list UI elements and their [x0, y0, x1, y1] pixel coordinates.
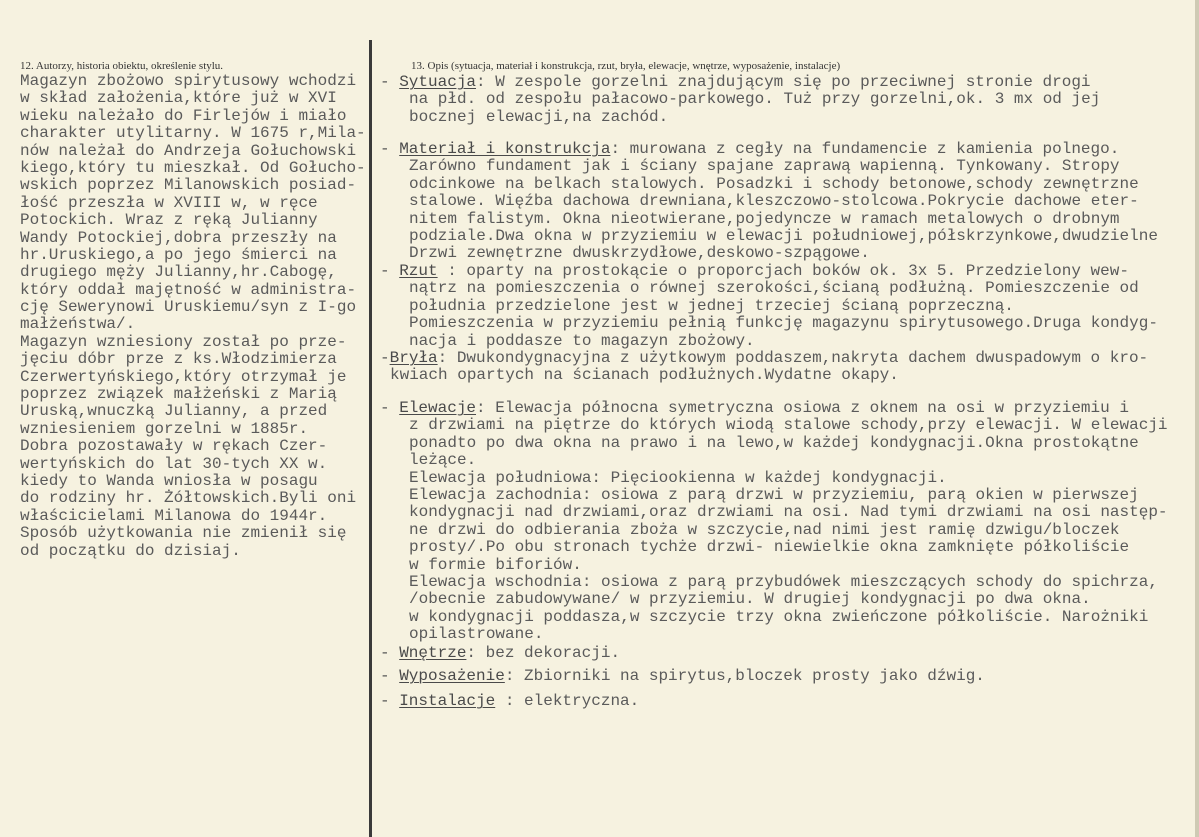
right-heading: 13. Opis (sytuacja, materiał i konstrukcja, rzut, bryła, elewacje, wnętrze, wyposażenie, instalacje): [411, 60, 841, 72]
section-text: na płd. od zespołu pałacowo-parkowego. Tuż przy gorzelni,ok. 3 mx od jej: [409, 90, 1101, 109]
section-sytuacja: [380, 74, 1100, 126]
section-line: [380, 574, 1168, 591]
section-line: [380, 211, 1158, 228]
history-line: właścicielami Milanowa do 1944r.: [20, 506, 328, 525]
section-line: [380, 367, 1148, 384]
section-line: [380, 693, 639, 710]
section-text: Drzwi zewnętrzne dwuskrzydłowe,deskowo-szpągowe.: [409, 244, 870, 263]
section-line: [380, 557, 1168, 574]
page-edge: [1195, 0, 1199, 837]
section-text: Elewacja południowa: Pięciookienna w każdej kondygnacji.: [409, 468, 947, 487]
section-bryla: [380, 350, 1148, 385]
history-line: w skład założenia,które już w XVI: [20, 89, 337, 108]
section-line: [380, 350, 1148, 367]
section-text: ponadto po dwa okna na prawo i na lewo,w każdej kondygnacji.Okna prostokątne: [409, 433, 1139, 452]
section-line: [380, 609, 1168, 626]
section-text: południa przedzielone jest w jednej trzeciej ścianą poprzeczną.: [409, 296, 1014, 315]
section-text: : oparty na prostokącie o proporcjach boków ok. 3x 5. Przedzielony wew-: [437, 262, 1129, 280]
history-line: poprzez związek małżeński z Marią: [20, 385, 337, 404]
history-line: jęciu dóbr prze z ks.Włodzimierza: [20, 350, 337, 369]
section-wnetrze: [380, 645, 620, 662]
section-line: [380, 193, 1158, 210]
section-line: [380, 91, 1100, 108]
section-line: [380, 504, 1168, 521]
section-text: : Zbiorniki na spirytus,bloczek prosty jako dźwig.: [504, 667, 985, 685]
bullet-dash: -: [380, 667, 400, 685]
section-line: [380, 626, 1168, 643]
section-text: odcinkowe na belkach stalowych. Posadzki i schody betonowe,schody zewnętrzne: [409, 174, 1139, 193]
section-label: Materiał i konstrukcja: [399, 140, 611, 158]
section-line: [380, 245, 1158, 262]
history-line: Magazyn zbożowo spirytusowy wchodzi: [20, 72, 357, 90]
section-line: [380, 109, 1100, 126]
section-text: leżące.: [409, 451, 477, 470]
section-line: [380, 158, 1158, 175]
history-line: małżeństwa/.: [20, 315, 136, 334]
bullet-dash: -: [380, 73, 400, 91]
section-line: [380, 263, 1158, 280]
section-label: Rzut: [399, 262, 438, 280]
section-text: Pomieszczenia w przyziemiu pełnią funkcję magazynu spirytusowego.Druga kondyg-: [409, 314, 1158, 333]
section-label: Instalacje: [399, 692, 496, 710]
section-material: [380, 141, 1158, 263]
section-wyposazenie: [380, 668, 985, 685]
section-text: prosty/.Po obu stronach tychże drzwi- niewielkie okna zamknięte półkoliście: [409, 538, 1130, 557]
section-label: Wnętrze: [399, 644, 467, 662]
bullet-dash: -: [380, 349, 390, 367]
section-line: [380, 591, 1168, 608]
section-text: nitem falistym. Okna nieotwierane,pojedyncze w ramach metalowych o drobnym: [409, 209, 1120, 228]
section-text: podziale.Dwa okna w przyziemiu w elewacji południowej,półskrzynkowe,dwudzielne: [409, 226, 1158, 245]
section-text: kondygnacji nad drzwiami,oraz drzwiami na osi. Nad tymi drzwiami na osi następ-: [409, 503, 1168, 522]
history-line: kiedy to Wanda wniosła w posagu: [20, 471, 318, 490]
history-line: cję Sewerynowi Uruskiemu/syn z I-go: [20, 298, 357, 317]
section-text: nacja i poddasze to magazyn zbożowy.: [409, 331, 755, 350]
section-line: [380, 452, 1168, 469]
section-line: [380, 400, 1168, 417]
history-line: charakter utylitarny. W 1675 r,Mila-: [20, 124, 366, 143]
section-line: [380, 487, 1168, 504]
section-line: [380, 645, 620, 662]
section-line: [380, 470, 1168, 487]
section-text: : W zespole gorzelni znajdującym się po przeciwnej stronie drogi: [476, 73, 1091, 91]
section-line: [380, 539, 1168, 556]
history-line: nów należał do Andrzeja Gołuchowski: [20, 141, 357, 160]
section-label: Wyposażenie: [399, 667, 505, 685]
section-text: : elektryczna.: [495, 692, 640, 710]
bullet-dash: -: [380, 262, 400, 280]
history-line: wskich poprzez Milanowskich posiad-: [20, 176, 357, 195]
section-text: opilastrowane.: [409, 625, 544, 644]
history-line: wieku należało do Firlejów i miało: [20, 106, 347, 125]
history-line: do rodziny hr. Żółtowskich.Byli oni: [20, 489, 357, 508]
section-line: [380, 417, 1168, 434]
history-line: od początku do dzisiaj.: [20, 541, 241, 560]
section-line: [380, 298, 1158, 315]
section-text: w kondygnacji poddasza,w szczycie trzy okna zwieńczone półkoliście. Narożniki: [409, 607, 1149, 626]
section-label: Sytuacja: [399, 73, 477, 91]
history-line: Potockich. Wraz z ręką Julianny: [20, 211, 318, 230]
section-line: [380, 74, 1100, 91]
history-line: wzniesieniem gorzelni w 1885r.: [20, 419, 309, 438]
section-text: z drzwiami na piętrze do których wiodą stalowe schody,przy elewacji. W elewacji: [409, 416, 1168, 435]
section-line: [380, 333, 1158, 350]
history-line: Sposób użytkowania nie zmienił się: [20, 524, 347, 543]
bullet-dash: -: [380, 692, 400, 710]
bullet-dash: -: [380, 644, 400, 662]
section-line: [380, 435, 1168, 452]
section-text: : bez dekoracji.: [466, 644, 621, 662]
section-text: Elewacja wschodnia: osiowa z parą przybudówek mieszczących schody do spichrza,: [409, 572, 1158, 591]
section-text: /obecnie zabudowywane/ w przyziemiu. W drugiej kondygnacji po dwa okna.: [409, 590, 1091, 609]
history-line: Uruską,wnuczką Julianny, a przed: [20, 402, 328, 421]
section-text: bocznej elewacji,na zachód.: [409, 107, 669, 126]
section-line: [380, 228, 1158, 245]
section-label: Elewacje: [399, 399, 477, 417]
bullet-dash: -: [380, 399, 400, 417]
column-divider: [369, 40, 372, 837]
history-line: łość przeszła w XVIII w, w ręce: [20, 193, 318, 212]
section-text: Elewacja zachodnia: osiowa z parą drzwi w przyziemiu, parą okien w pierwszej: [409, 485, 1139, 504]
section-text: Zarówno fundament jak i ściany spajane zaprawą wapienną. Tynkowany. Stropy: [409, 157, 1120, 176]
history-line: Czerwertyńskiego,który otrzymał je: [20, 367, 347, 386]
history-line: Dobra pozostawały w rękach Czer-: [20, 437, 328, 456]
history-line: hr.Uruskiego,a po jego śmierci na: [20, 245, 337, 264]
section-elewacje: [380, 400, 1168, 643]
section-text: : murowana z cegły na fundamencie z kamienia polnego.: [610, 140, 1120, 158]
section-line: [380, 522, 1168, 539]
history-line: Magazyn wzniesiony został po prze-: [20, 332, 347, 351]
history-line: Wandy Potockiej,dobra przeszły na: [20, 228, 337, 247]
section-text: stalowe. Więźba dachowa drewniana,kleszczowo-stolcowa.Pokrycie dachowe eter-: [409, 192, 1139, 211]
section-line: [380, 315, 1158, 332]
section-line: [380, 141, 1158, 158]
left-heading: 12. Autorzy, historia obiektu, określenie stylu.: [20, 60, 224, 72]
history-line: drugiego męży Julianny,hr.Cabogę,: [20, 263, 337, 282]
section-text: : Dwukondygnacyjna z użytkowym poddaszem,nakryta dachem dwuspadowym o kro-: [437, 349, 1149, 367]
history-line: wertyńskich do lat 30-tych XX w.: [20, 454, 328, 473]
bullet-dash: -: [380, 140, 400, 158]
section-line: [380, 668, 985, 685]
section-text: w formie biforiów.: [409, 555, 582, 574]
history-line: kiego,który tu mieszkał. Od Gołucho-: [20, 158, 366, 177]
history-line: który oddał majętność w administra-: [20, 280, 357, 299]
section-line: [380, 176, 1158, 193]
section-line: [380, 280, 1158, 297]
history-text: [20, 73, 366, 560]
section-text: kwiach opartych na ścianach podłużnych.Wydatne okapy.: [390, 366, 899, 385]
section-label: Bryła: [389, 349, 438, 367]
section-instalacje: [380, 693, 639, 710]
section-text: ne drzwi do odbierania zboża w szczycie,nad nimi jest ramię dzwigu/bloczek: [409, 520, 1120, 539]
section-text: nątrz na pomieszczenia o równej szerokości,ścianą podłużną. Pomieszczenie od: [409, 279, 1139, 298]
section-rzut: [380, 263, 1158, 350]
section-text: : Elewacja północna symetryczna osiowa z oknem na osi w przyziemiu i: [476, 399, 1129, 417]
